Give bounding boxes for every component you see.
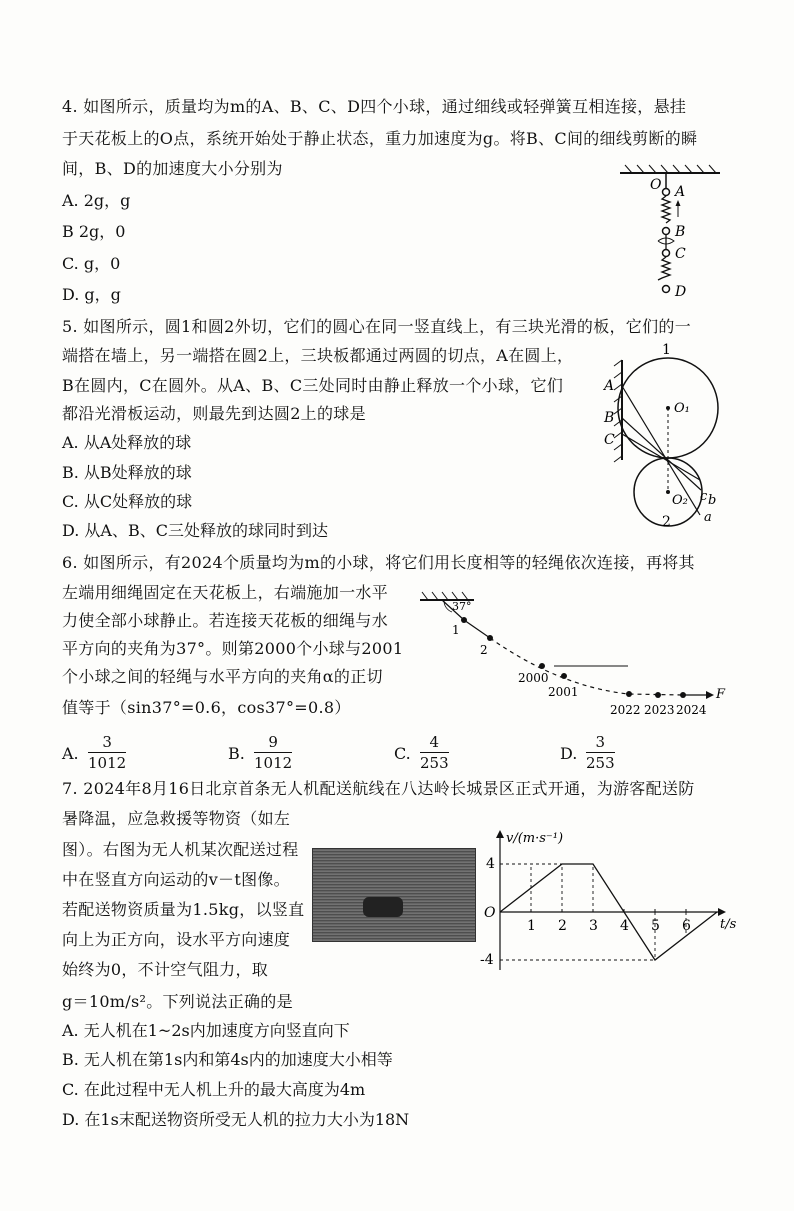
label-a-small: a	[704, 510, 712, 525]
board-c	[622, 434, 700, 480]
x-tick-label: 5	[651, 918, 660, 934]
q7-option-d[interactable]: D. 在1s末配送物资所受无人机的拉力大小为18N	[62, 1110, 410, 1129]
q7-line-6: 向上为正方向，设水平方向速度	[62, 930, 291, 949]
label-b: B	[604, 410, 615, 426]
q7-option-b[interactable]: B. 无人机在第1s内和第4s内的加速度大小相等	[62, 1050, 393, 1069]
q7-option-a[interactable]: A. 无人机在1~2s内加速度方向竖直向下	[62, 1021, 350, 1040]
origin-label: O	[484, 905, 496, 921]
label-a: A	[675, 184, 686, 200]
label-b-small: b	[708, 493, 717, 508]
label-force-f: F	[716, 687, 726, 702]
label-ball-2000: 2000	[518, 671, 549, 685]
q6-option-c-num: 4	[420, 732, 449, 753]
q7-option-c[interactable]: C. 在此过程中无人机上升的最大高度为4m	[62, 1080, 366, 1099]
ball-c	[663, 250, 670, 257]
vt-chart	[480, 820, 750, 980]
q6-option-c-den: 253	[420, 754, 449, 772]
q5-line-4: 都沿光滑板运动，则最先到达圆2上的球是	[62, 404, 366, 423]
q6-option-b[interactable]	[228, 732, 328, 776]
q6-option-c-fraction	[420, 732, 449, 773]
q5-line-3: B在圆内，C在圆外。从A、B、C三处同时由静止释放一个小球，它们	[62, 376, 564, 395]
q4-line-3: 间，B、D的加速度大小分别为	[62, 159, 283, 178]
label-o2: O₂	[672, 493, 688, 508]
q6-option-a[interactable]	[62, 732, 162, 776]
q5-option-d[interactable]: D. 从A、B、C三处释放的球同时到达	[62, 521, 328, 540]
x-tick-label: 4	[620, 918, 629, 934]
label-c: C	[604, 432, 615, 448]
label-37: 37°	[452, 600, 472, 613]
q6-option-a-den: 1012	[88, 754, 127, 772]
x-tick-label: 2	[558, 918, 567, 934]
q6-option-a-letter: A.	[62, 744, 79, 763]
q6-line-6: 值等于（sin37°=0.6，cos37°=0.8）	[62, 698, 351, 717]
drone-shape	[363, 897, 403, 917]
label-ball-2024: 2024	[676, 703, 707, 717]
q6-option-a-num: 3	[88, 732, 126, 753]
label-circle-2: 2	[662, 514, 671, 530]
spring-ab	[662, 196, 670, 223]
q5-option-c[interactable]: C. 从C处释放的球	[62, 492, 193, 511]
q4-option-b[interactable]: B 2g，0	[62, 222, 126, 241]
y-axis-arrow	[496, 830, 504, 838]
q5-option-a[interactable]: A. 从A处释放的球	[62, 433, 192, 452]
q6-option-d-den: 253	[586, 754, 615, 772]
q6-line-5: 个小球之间的轻绳与水平方向的夹角α的正切	[62, 667, 383, 686]
q4-option-a[interactable]: A. 2g，g	[62, 191, 131, 210]
y-tick-label-neg: -4	[480, 952, 494, 968]
q7-line-4: 中在竖直方向运动的v－t图像。	[62, 870, 290, 889]
y-tick-label-pos: 4	[486, 856, 495, 872]
q6-line-4: 平方向的夹角为37°。则第2000个小球与2001	[62, 639, 404, 658]
q4-option-d[interactable]: D. g，g	[62, 285, 121, 304]
q7-line-8: g＝10m/s²。下列说法正确的是	[62, 992, 293, 1011]
label-ball-2023: 2023	[644, 703, 675, 717]
ball-a	[663, 189, 670, 196]
label-circle-1: 1	[662, 342, 671, 358]
q4-line-1: 4. 如图所示，质量均为m的A、B、C、D四个小球，通过细线或轻弹簧互相连接，悬挂	[62, 97, 687, 116]
label-ball-2022: 2022	[610, 703, 641, 717]
ball-b	[663, 228, 670, 235]
label-ball-1: 1	[452, 623, 460, 637]
x-tick-label: 3	[589, 918, 598, 934]
label-a: A	[604, 378, 615, 394]
q6-option-a-fraction	[88, 732, 126, 773]
q6-option-d[interactable]	[560, 732, 660, 776]
x-axis-arrow	[718, 908, 726, 916]
y-axis-label: v/(m·s⁻¹)	[506, 831, 564, 846]
q6-figure	[418, 590, 728, 720]
drone-photo	[312, 848, 476, 942]
q6-line-2: 左端用细绳固定在天花板上，右端施加一水平	[62, 583, 389, 602]
q6-line-1: 6. 如图所示，有2024个质量均为m的小球，将它们用长度相等的轻绳依次连接，再将其	[62, 553, 695, 572]
ball-d	[663, 286, 670, 293]
spring-cd	[658, 257, 670, 280]
label-o1: O₁	[674, 401, 690, 416]
q7-line-2: 暑降温，应急救援等物资（如左	[62, 809, 291, 828]
q5-option-b[interactable]: B. 从B处释放的球	[62, 463, 192, 482]
q7-line-3: 图）。右图为无人机某次配送过程	[62, 840, 299, 859]
q4-option-c[interactable]: C. g，0	[62, 254, 121, 273]
q7-line-5: 若配送物资质量为1.5kg，以竖直	[62, 900, 305, 919]
label-ball-2: 2	[480, 643, 488, 657]
label-ball-2001: 2001	[548, 685, 579, 699]
label-c-small: c	[700, 489, 708, 504]
label-d: D	[675, 284, 687, 300]
label-b: B	[675, 224, 686, 240]
q6-option-c[interactable]	[394, 732, 494, 776]
q4-line-2: 于天花板上的O点，系统开始处于静止状态，重力加速度为g。将B、C间的细线剪断的瞬	[62, 129, 698, 148]
q6-option-b-fraction	[254, 732, 292, 773]
x-tick-label: 1	[527, 918, 536, 934]
q5-figure	[600, 340, 730, 540]
q6-option-b-num: 9	[254, 732, 292, 753]
q7-line-7: 始终为0，不计空气阻力，取	[62, 960, 269, 979]
q6-option-c-letter: C.	[394, 744, 411, 763]
label-o: O	[650, 177, 662, 193]
q5-line-1: 5. 如图所示，圆1和圆2外切，它们的圆心在同一竖直线上，有三块光滑的板，它们的一	[62, 317, 692, 336]
q6-option-b-letter: B.	[228, 744, 245, 763]
q6-option-d-num: 3	[586, 732, 615, 753]
x-axis-label: t/s	[720, 917, 737, 932]
x-tick-label: 6	[682, 918, 691, 934]
q6-option-d-fraction	[586, 732, 615, 773]
q6-option-d-letter: D.	[560, 744, 578, 763]
q6-line-3: 力使全部小球静止。若连接天花板的细绳与水	[62, 611, 389, 630]
q4-figure	[620, 165, 730, 300]
label-c: C	[675, 246, 686, 262]
q7-line-1: 7. 2024年8月16日北京首条无人机配送航线在八达岭长城景区正式开通，为游客配送防	[62, 779, 695, 798]
q6-option-b-den: 1012	[254, 754, 293, 772]
q5-line-2: 端搭在墙上，另一端搭在圆2上，三块板都通过两圆的切点，A在圆上，	[62, 346, 574, 365]
